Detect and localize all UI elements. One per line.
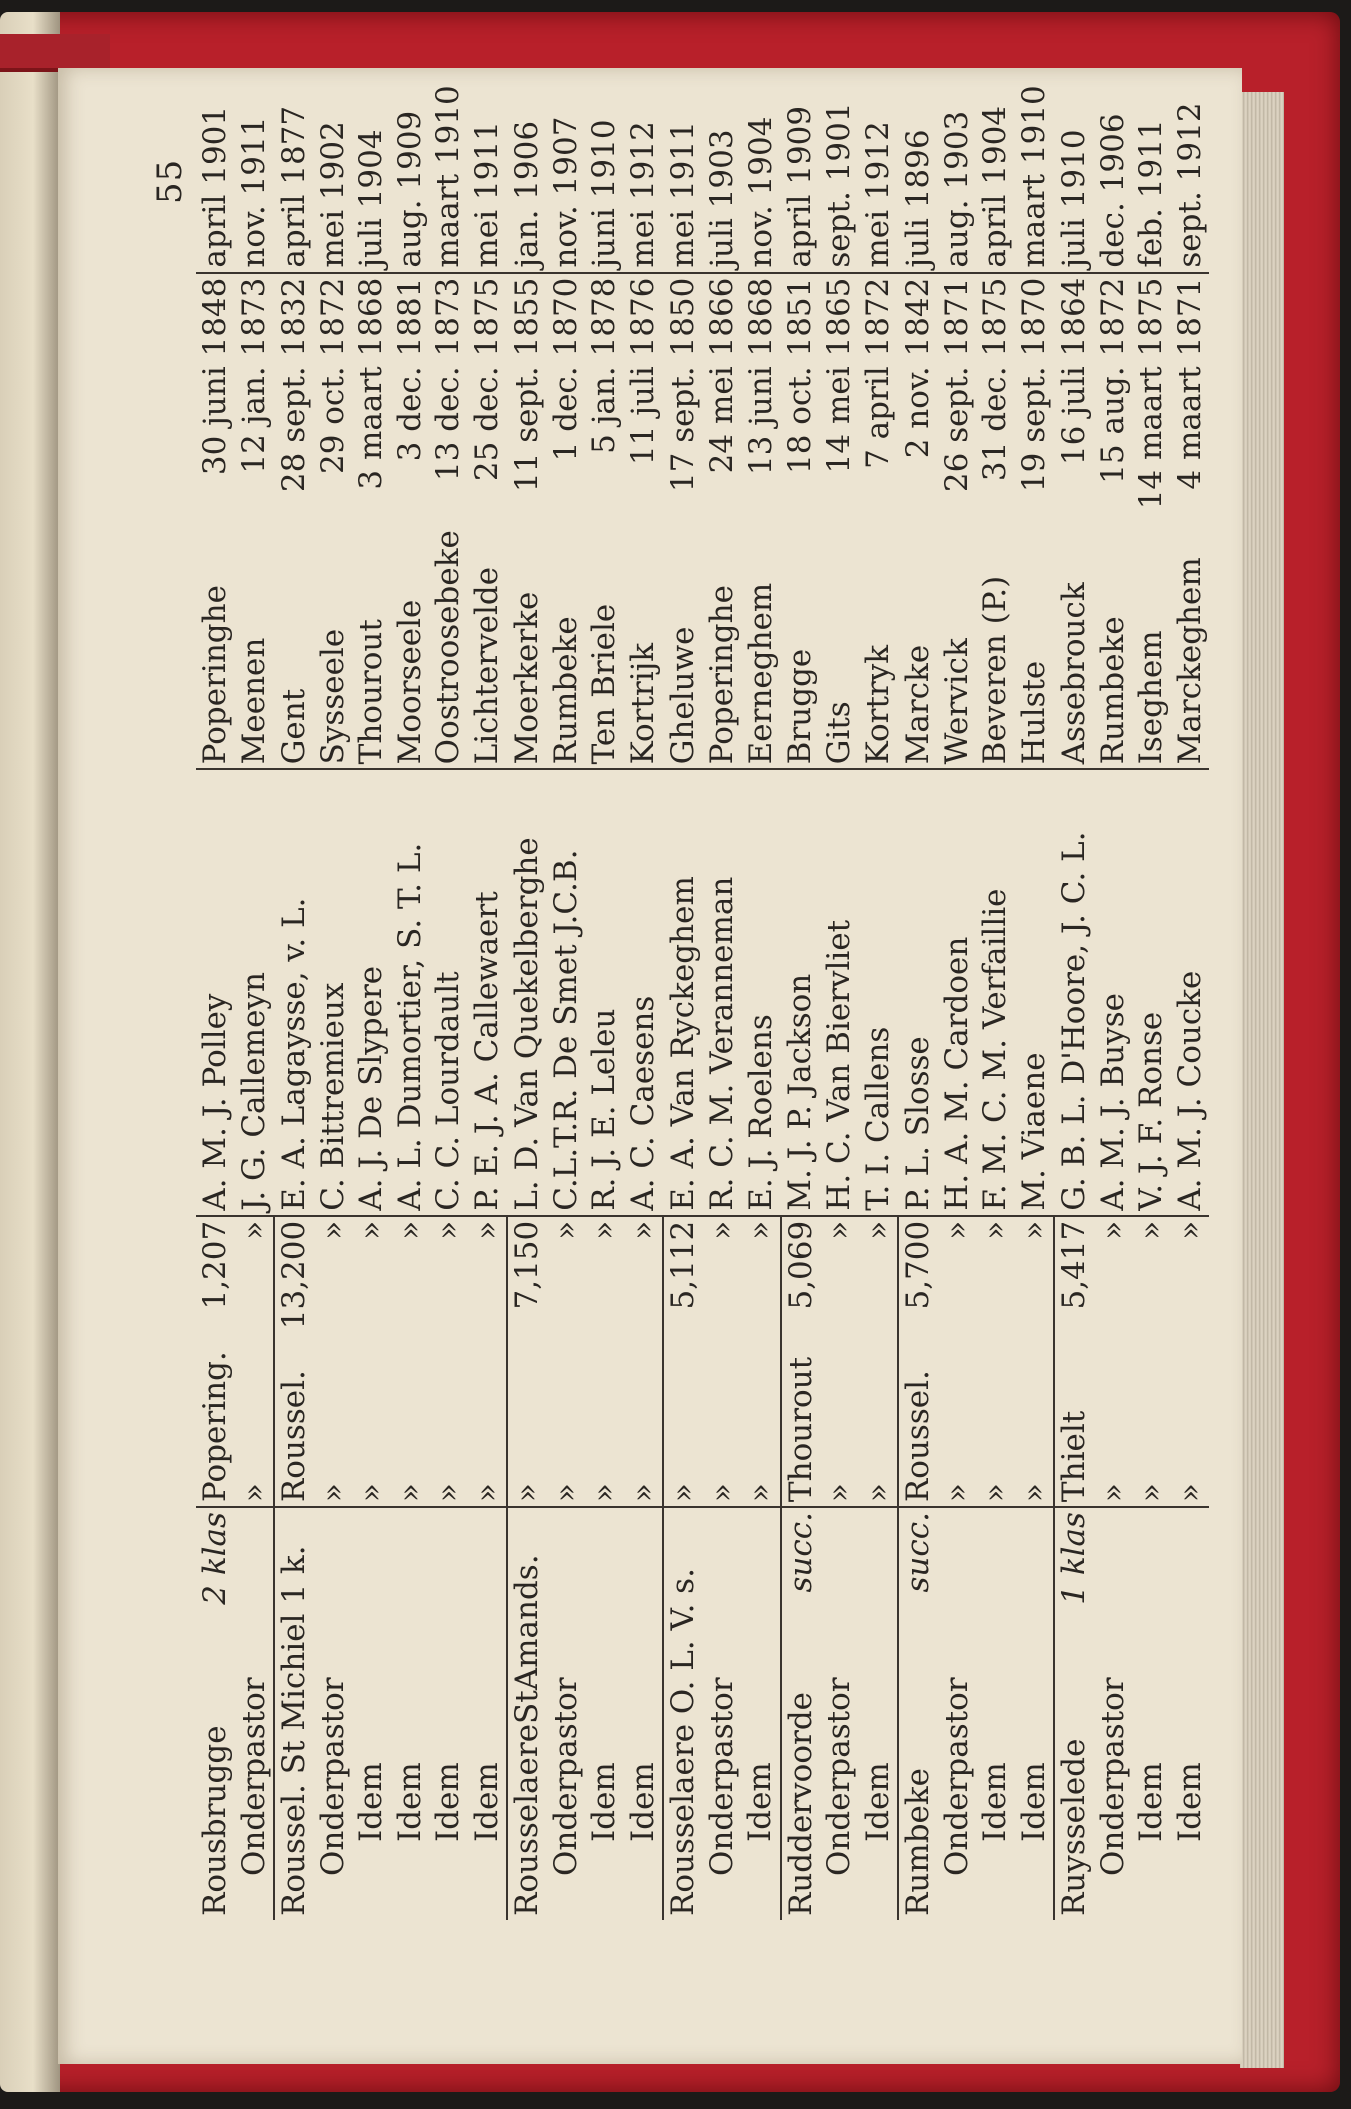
register-row [196, 80, 235, 1920]
appointment-cell: maart 1910 [429, 80, 468, 273]
deanery-cell: » [314, 1334, 353, 1507]
parish-name: Onderpastor [1094, 1677, 1131, 1876]
priest-name-cell: C. Bittremieux [314, 769, 353, 1215]
parish-cell [235, 1507, 275, 1920]
deanery-cell: » [1094, 1334, 1133, 1507]
appointment-cell: april 1877 [274, 80, 314, 273]
parish-name: Idem [1133, 1762, 1169, 1842]
register-row [624, 80, 664, 1920]
priest-name-cell: H. A. M. Cardoen [938, 769, 977, 1215]
parish-name: Idem [859, 1762, 896, 1842]
population-cell: » [703, 1220, 740, 1240]
birthplace-cell: Brugge [781, 526, 821, 769]
appointment-cell: mei 1911 [468, 80, 508, 273]
birthplace-cell: Meenen [235, 526, 275, 769]
parish-cell [624, 1507, 664, 1920]
parish-cell [391, 1507, 430, 1920]
appointment-cell: maart 1910 [1015, 80, 1055, 273]
parish-cell [663, 1507, 703, 1920]
birth-date-cell: 15 aug. 1872 [1094, 277, 1131, 484]
population-cell: » [547, 1220, 584, 1240]
parish-rank: 1 klas [1056, 1512, 1092, 1605]
priest-name-cell: H. C. Van Biervliet [820, 769, 859, 1215]
register-row [468, 80, 508, 1920]
appointment-cell: mei 1912 [859, 80, 899, 273]
birth-date-cell: 13 juni 1868 [742, 277, 779, 476]
birth-date-cell: 7 april 1872 [860, 277, 896, 469]
population-cell: » [353, 1220, 389, 1240]
priest-name-cell: A. C. Caesens [624, 769, 664, 1215]
birth-date-cell: 1 dec. 1870 [547, 277, 584, 462]
appointment-cell: mei 1902 [314, 80, 353, 273]
appointment-cell: mei 1912 [624, 80, 664, 273]
population-cell: » [624, 1220, 661, 1240]
birthplace-cell: Beveren (P.) [976, 526, 1015, 769]
register-row [1054, 80, 1094, 1920]
birth-date-cell: 26 sept. 1871 [938, 277, 975, 493]
register-row [429, 80, 468, 1920]
deanery-cell: » [820, 1334, 859, 1507]
appointment-cell: april 1909 [781, 80, 821, 273]
population-cell: » [391, 1220, 428, 1240]
parish-cell [1094, 1507, 1133, 1920]
priest-name-cell: P. E. J. A. Callewaert [468, 769, 508, 1215]
parish-rank: succ. [900, 1512, 936, 1593]
register-row [976, 80, 1015, 1920]
birth-date-cell: 14 mei 1865 [821, 277, 857, 474]
deanery-cell: » [547, 1334, 586, 1507]
priest-name-cell: R. C. M. Veranneman [703, 769, 742, 1215]
parish-cell [314, 1507, 353, 1920]
priest-name-cell: M. J. P. Jackson [781, 769, 821, 1215]
deanery-cell: Thielt [1054, 1334, 1094, 1507]
birthplace-cell: Marckeghem [1171, 526, 1210, 769]
rotated-text-plane [58, 68, 1242, 2064]
population-cell: 5,700 [898, 1216, 938, 1334]
book-spine [0, 12, 60, 2092]
parish-cell [196, 1507, 235, 1920]
birth-date-cell: 24 mei 1866 [703, 277, 740, 474]
bookmark-ribbon [0, 34, 110, 72]
birth-date-cell: 14 maart 1875 [1133, 277, 1169, 510]
register-row [703, 80, 742, 1920]
birth-date-cell: 3 dec. 1881 [391, 277, 428, 462]
parish-name: Onderpastor [821, 1677, 857, 1876]
birthplace-cell: Wervick [938, 526, 977, 769]
birthplace-cell: Thourout [352, 526, 391, 769]
deanery-cell: » [1015, 1334, 1055, 1507]
register-row [1094, 80, 1133, 1920]
clergy-register-table [196, 80, 1209, 1920]
parish-name: Idem [586, 1762, 622, 1842]
parish-cell [1015, 1507, 1055, 1920]
parish-cell [976, 1507, 1015, 1920]
register-row [741, 80, 781, 1920]
priest-name-cell: C.L.T.R. De Smet J.C.B. [547, 769, 586, 1215]
birthplace-cell: Hulste [1015, 526, 1055, 769]
population-cell: » [314, 1220, 351, 1240]
parish-cell [781, 1507, 821, 1920]
parish-name: Idem [977, 1762, 1013, 1842]
birthplace-cell: Kortrijk [624, 526, 664, 769]
deanery-cell: Roussel. [274, 1334, 314, 1507]
population-cell: 1,207 [197, 1220, 233, 1310]
birth-date-cell: 29 oct. 1872 [314, 277, 351, 474]
population-cell: 13,200 [274, 1216, 314, 1334]
population-cell: » [586, 1220, 622, 1240]
parish-name: Onderpastor [703, 1677, 740, 1876]
priest-name-cell: A. M. J. Coucke [1171, 769, 1210, 1215]
register-body [196, 80, 1209, 1920]
birth-date-cell: 18 oct. 1851 [782, 277, 818, 474]
parish-name: Roussel. St Michiel 1 k. [276, 1545, 312, 1916]
priest-name-cell: E. A. Van Ryckeghem [663, 769, 703, 1215]
priest-name-cell: P. L. Slosse [898, 769, 938, 1215]
deanery-cell: Thourout [781, 1334, 821, 1507]
appointment-cell: aug. 1909 [391, 80, 430, 273]
appointment-cell: sept. 1901 [820, 80, 859, 273]
birth-date-cell: 31 dec. 1875 [977, 277, 1013, 482]
register-row [938, 80, 977, 1920]
birthplace-cell: Moerkerke [507, 526, 547, 769]
parish-cell [703, 1507, 742, 1920]
register-row [859, 80, 899, 1920]
register-row [314, 80, 353, 1920]
population-cell: » [742, 1220, 778, 1240]
birth-date-cell: 19 sept. 1870 [1016, 277, 1052, 493]
register-row [352, 80, 391, 1920]
appointment-cell: juli 1904 [352, 80, 391, 273]
deanery-cell: » [1132, 1334, 1171, 1507]
parish-name: Ruddervoorde [782, 1691, 819, 1916]
birthplace-cell: Lichtervelde [468, 526, 508, 769]
parish-name: Idem [1015, 1762, 1052, 1842]
parish-cell [585, 1507, 624, 1920]
parish-name: Rumbeke [900, 1767, 936, 1916]
priest-name-cell: E. A. Lagaysse, v. L. [274, 769, 314, 1215]
birthplace-cell: Oostroosebeke [429, 526, 468, 769]
population-cell: » [977, 1220, 1013, 1240]
birthplace-cell: Marcke [898, 526, 938, 769]
birth-date-cell: 3 maart 1868 [353, 277, 389, 490]
birthplace-cell: Gent [274, 526, 314, 769]
priest-name-cell: L. D. Van Quekelberghe [507, 769, 547, 1215]
birthplace-cell: Rumbeke [1094, 526, 1133, 769]
appointment-cell: nov. 1904 [741, 80, 781, 273]
deanery-cell: Popering. [196, 1334, 235, 1507]
appointment-cell: aug. 1903 [938, 80, 977, 273]
population-cell: » [1015, 1220, 1052, 1240]
population-cell: » [468, 1220, 505, 1240]
parish-name: Ruysselede [1056, 1738, 1092, 1916]
deanery-cell: » [468, 1334, 508, 1507]
parish-cell [898, 1507, 938, 1920]
priest-name-cell: M. Viaene [1015, 769, 1055, 1215]
parish-name: Idem [742, 1762, 778, 1842]
parish-name: Idem [391, 1762, 428, 1842]
birth-date-cell: 17 sept. 1850 [664, 277, 701, 493]
deanery-cell: » [938, 1334, 977, 1507]
birth-date-cell: 13 dec. 1873 [430, 277, 466, 482]
deanery-cell: » [663, 1334, 703, 1507]
birth-date-cell: 4 maart 1871 [1171, 277, 1208, 490]
appointment-cell: jan. 1906 [507, 80, 547, 273]
parish-cell [274, 1507, 314, 1920]
birth-date-cell: 30 juni 1848 [197, 277, 233, 476]
appointment-cell: april 1901 [196, 80, 235, 273]
register-row [391, 80, 430, 1920]
deanery-cell: » [391, 1334, 430, 1507]
parish-name: Idem [353, 1762, 389, 1842]
appointment-cell: feb. 1911 [1132, 80, 1171, 273]
birth-date-cell: 12 jan. 1873 [236, 277, 272, 474]
parish-name: Idem [1171, 1762, 1208, 1842]
parish-name: Idem [430, 1762, 466, 1842]
appointment-cell: juli 1903 [703, 80, 742, 273]
parish-rank: 2 klas [197, 1512, 233, 1605]
register-row [898, 80, 938, 1920]
birthplace-cell: Poperinghe [196, 526, 235, 769]
parish-cell [507, 1507, 547, 1920]
birthplace-cell: Iseghem [1132, 526, 1171, 769]
appointment-cell: april 1904 [976, 80, 1015, 273]
population-cell: 5,417 [1054, 1216, 1094, 1334]
priest-name-cell: J. G. Callemeyn [235, 769, 275, 1215]
priest-name-cell: A. M. J. Polley [196, 769, 235, 1215]
birth-date-cell: 2 nov. 1842 [899, 277, 936, 459]
birth-date-cell: 11 sept. 1855 [508, 277, 545, 493]
population-cell: » [430, 1220, 466, 1240]
register-row [1015, 80, 1055, 1920]
birthplace-cell: Kortryk [859, 526, 899, 769]
parish-cell [938, 1507, 977, 1920]
birth-date-cell: 11 juli 1876 [625, 277, 661, 466]
parish-name: Rousbrugge [197, 1725, 233, 1916]
priest-name-cell: A. L. Dumortier, S. T. L. [391, 769, 430, 1215]
register-row [663, 80, 703, 1920]
population-cell: » [1094, 1220, 1131, 1240]
birthplace-cell: Gheluwe [663, 526, 703, 769]
priest-name-cell: F. M. C. M. Verfaillie [976, 769, 1015, 1215]
appointment-cell: mei 1911 [663, 80, 703, 273]
appointment-cell: juli 1896 [898, 80, 938, 273]
register-row [585, 80, 624, 1920]
appointment-cell: juni 1910 [585, 80, 624, 273]
deanery-cell: » [976, 1334, 1015, 1507]
register-row [547, 80, 586, 1920]
appointment-cell: dec. 1906 [1094, 80, 1133, 273]
page-edges [1240, 92, 1284, 2068]
page-number: 55 [150, 158, 190, 204]
parish-cell [1171, 1507, 1210, 1920]
appointment-cell: sept. 1912 [1171, 80, 1210, 273]
population-cell: » [938, 1220, 975, 1240]
priest-name-cell: E. J. Roelens [741, 769, 781, 1215]
register-row [235, 80, 275, 1920]
birthplace-cell: Sysseele [314, 526, 353, 769]
population-cell: 5,112 [663, 1216, 703, 1334]
appointment-cell: juli 1910 [1054, 80, 1094, 273]
birthplace-cell: Gits [820, 526, 859, 769]
parish-cell [352, 1507, 391, 1920]
priest-name-cell: C. C. Lourdault [429, 769, 468, 1215]
priest-name-cell: T. I. Callens [859, 769, 899, 1215]
book-page [58, 68, 1242, 2064]
appointment-cell: nov. 1911 [235, 80, 275, 273]
birth-date-cell: 16 juli 1864 [1055, 277, 1092, 466]
birth-date-cell: 25 dec. 1875 [469, 277, 505, 482]
deanery-cell: Roussel. [898, 1334, 938, 1507]
parish-name: Idem [624, 1762, 661, 1842]
deanery-cell: » [859, 1334, 899, 1507]
parish-cell [741, 1507, 781, 1920]
population-cell: » [1133, 1220, 1169, 1240]
priest-name-cell: V. J. F. Ronse [1132, 769, 1171, 1215]
parish-cell [547, 1507, 586, 1920]
parish-name: Onderpastor [314, 1677, 351, 1876]
deanery-cell: » [235, 1334, 275, 1507]
deanery-cell: » [624, 1334, 664, 1507]
deanery-cell: » [1171, 1334, 1210, 1507]
parish-name: Onderpastor [547, 1677, 584, 1876]
parish-cell [1054, 1507, 1094, 1920]
register-row [274, 80, 314, 1920]
deanery-cell: » [703, 1334, 742, 1507]
birthplace-cell: Moorseele [391, 526, 430, 769]
population-cell: 5,069 [781, 1216, 821, 1334]
parish-cell [820, 1507, 859, 1920]
birth-date-cell: 5 jan. 1878 [586, 277, 622, 454]
parish-name: Onderpastor [235, 1677, 272, 1876]
population-cell: » [235, 1220, 272, 1240]
register-row [507, 80, 547, 1920]
deanery-cell: » [741, 1334, 781, 1507]
parish-cell [1132, 1507, 1171, 1920]
population-cell: » [859, 1220, 896, 1240]
parish-cell [429, 1507, 468, 1920]
population-cell: » [821, 1220, 857, 1240]
priest-name-cell: G. B. L. D'Hoore, J. C. L. [1054, 769, 1094, 1215]
birthplace-cell: Rumbeke [547, 526, 586, 769]
birth-date-cell: 28 sept. 1832 [275, 277, 312, 493]
register-row [820, 80, 859, 1920]
birthplace-cell: Assebrouck [1054, 526, 1094, 769]
priest-name-cell: A. M. J. Buyse [1094, 769, 1133, 1215]
priest-name-cell: A. J. De Slypere [352, 769, 391, 1215]
parish-name: Idem [468, 1762, 505, 1842]
birthplace-cell: Poperinghe [703, 526, 742, 769]
register-row [781, 80, 821, 1920]
appointment-cell: nov. 1907 [547, 80, 586, 273]
birthplace-cell: Ten Briele [585, 526, 624, 769]
parish-rank: succ. [782, 1512, 819, 1593]
birthplace-cell: Eerneghem [741, 526, 781, 769]
deanery-cell: » [352, 1334, 391, 1507]
parish-cell [468, 1507, 508, 1920]
population-cell: 7,150 [507, 1216, 547, 1334]
parish-name: Onderpastor [938, 1677, 975, 1876]
deanery-cell: » [585, 1334, 624, 1507]
register-row [1132, 80, 1171, 1920]
parish-name: RousselaereStAmands. [509, 1554, 545, 1916]
priest-name-cell: R. J. E. Leleu [585, 769, 624, 1215]
deanery-cell: » [429, 1334, 468, 1507]
deanery-cell: » [507, 1334, 547, 1507]
register-row [1171, 80, 1210, 1920]
population-cell: » [1171, 1220, 1208, 1240]
parish-name: Rousselaere O. L. V. s. [665, 1568, 701, 1916]
parish-cell [859, 1507, 899, 1920]
